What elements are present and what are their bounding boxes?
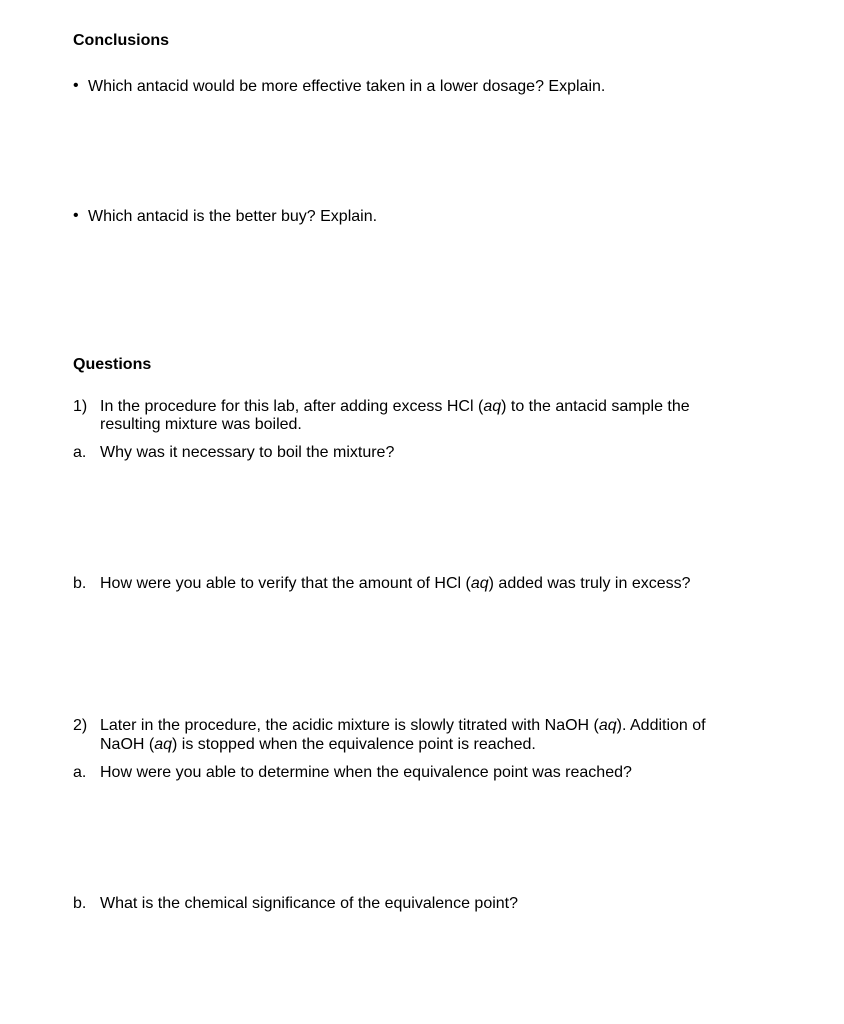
question-1a-text: Why was it necessary to boil the mixture?	[100, 444, 395, 461]
question-1-line-1: In the procedure for this lab, after adding excess HCl (aq) to the antacid sample the	[100, 398, 690, 415]
questions-heading: Questions	[73, 356, 152, 373]
question-2b-text: What is the chemical significance of the equivalence point?	[100, 895, 519, 912]
question-2a-text: How were you able to determine when the equivalence point was reached?	[100, 764, 632, 781]
conclusion-bullet-1-text: Which antacid would be more effective taken in a lower dosage? Explain.	[88, 78, 606, 95]
question-2a-label: a.	[73, 764, 87, 781]
question-1-line-2: resulting mixture was boiled.	[100, 416, 302, 433]
question-2-line-1: Later in the procedure, the acidic mixture is slowly titrated with NaOH (aq). Addition of	[100, 717, 706, 734]
conclusions-heading: Conclusions	[73, 32, 170, 49]
question-1-number: 1)	[73, 398, 88, 415]
bullet-dot-icon: •	[73, 77, 79, 94]
question-2b-label: b.	[73, 895, 87, 912]
question-2-line-2: NaOH (aq) is stopped when the equivalence point is reached.	[100, 736, 536, 753]
question-2-number: 2)	[73, 717, 88, 734]
conclusion-bullet-2-text: Which antacid is the better buy? Explain.	[88, 208, 378, 225]
question-1b-text: How were you able to verify that the amount of HCl (aq) added was truly in excess?	[100, 575, 691, 592]
question-1b-label: b.	[73, 575, 87, 592]
question-1a-label: a.	[73, 444, 87, 461]
bullet-dot-icon: •	[73, 207, 79, 224]
